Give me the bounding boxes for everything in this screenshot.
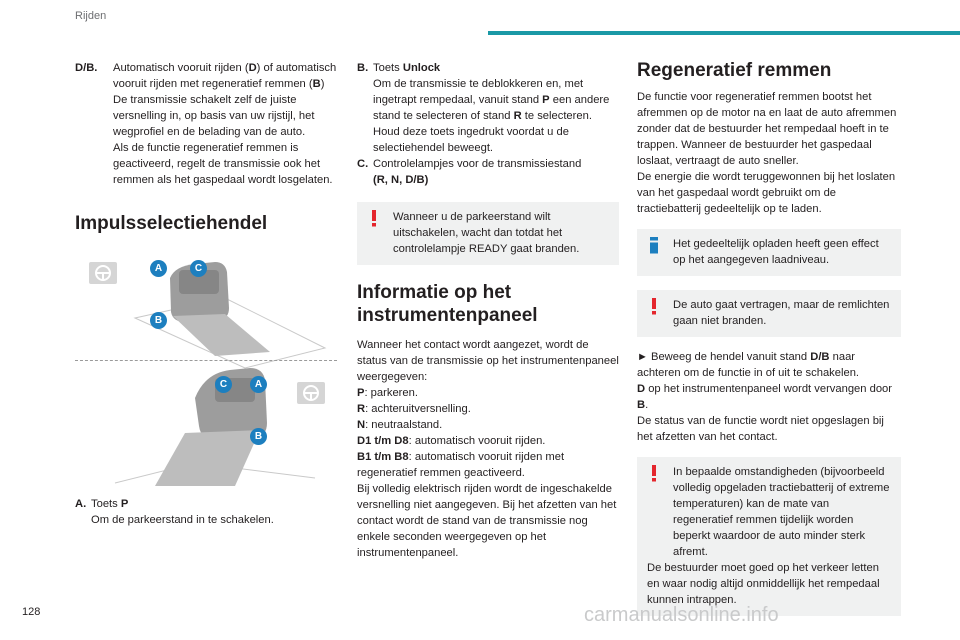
- warning-exclamation-icon: [647, 297, 661, 315]
- regen-action: ► Beweeg de hendel vanuit stand D/B naar achteren om de functie in of uit te schakelen.: [637, 351, 860, 379]
- column-3: [637, 60, 901, 626]
- callout-b-top: B: [150, 312, 167, 329]
- heading-impulsselectiehendel: Impulsselectiehendel: [75, 213, 268, 234]
- page-number: 128: [22, 606, 41, 618]
- item-c-keys: (R, N, D/B): [373, 174, 429, 186]
- item-b-desc2: Houd deze toets ingedrukt voordat u de selectiehendel beweegt.: [373, 126, 569, 154]
- state-d: D1 t/m D8: automatisch vooruit rijden.: [357, 435, 546, 447]
- info-icon: [647, 236, 661, 254]
- info-charge-text: Het gedeeltelijk opladen heeft geen effect op het aangegeven laadniveau.: [673, 238, 879, 266]
- item-db-line-1: Automatisch vooruit rijden (D) of automatisch vooruit rijden met regeneratief remmen (B): [113, 62, 337, 90]
- item-a-key: P: [120, 498, 129, 510]
- state-r: R: achteruitversnelling.: [357, 403, 471, 415]
- column-2: [357, 60, 619, 561]
- callout-a-top: A: [150, 260, 167, 277]
- item-b-label: B.: [357, 62, 369, 74]
- warning-exclamation-icon: [367, 209, 381, 227]
- item-c-label: C.: [357, 158, 369, 170]
- item-db-line-2: De transmissie schakelt zelf de juiste versnelling in, op basis van uw rijstijl, het wegprofiel en de belading van de auto.: [113, 94, 315, 138]
- item-db-line-3: Als de functie regeneratief remmen is geactiveerd, regelt de transmissie ook het remmen als het gaspedaal wordt losgelaten.: [113, 142, 333, 186]
- callout-b-bottom: B: [250, 428, 267, 445]
- regen-p1: De functie voor regeneratief remmen bootst het afremmen op de motor na en laat de auto afremmen zonder dat de bestuurder het rempedaal hoeft in te trappen. Wanneer de bestuurder het gaspedaal loslaat, vertraagt de auto sneller.: [637, 91, 897, 167]
- regen-p2: De energie die wordt teruggewonnen bij het loslaten van het gaspedaal wordt gebruikt om de tractiebatterij gedeeltelijk op te laden.: [637, 171, 896, 215]
- warning-brakelights-text: De auto gaat vertragen, maar de remlichten gaan niet branden.: [673, 299, 890, 327]
- info-intro: Wanneer het contact wordt aangezet, wordt de status van de transmissie op het instrumentenpaneel weergegeven:: [357, 339, 619, 383]
- item-b-key: Unlock: [402, 62, 441, 74]
- warning-note-ready: [357, 202, 619, 265]
- regen-p3: D op het instrumentenpaneel wordt vervangen door B.: [637, 383, 892, 411]
- heading-informatie-instrumentenpaneel: Informatie op het instrumentenpaneel: [357, 282, 538, 326]
- info-note-charge: [637, 229, 901, 276]
- watermark: carmanualsonline.info: [584, 604, 779, 626]
- item-db-label: D/B.: [75, 62, 98, 74]
- callout-a-bottom: A: [250, 376, 267, 393]
- illustration-divider: [75, 360, 337, 361]
- item-c-desc: Controlelampjes voor de transmissiestand: [373, 158, 582, 170]
- warning-limited-text: In bepaalde omstandigheden (bijvoorbeeld volledig opgeladen tractiebatterij of extreme temperaturen) kan de mate van regeneratief remmen tijdelijk worden beperkt waardoor de auto minder sterk afremt.: [673, 466, 890, 558]
- warning-ready-text: Wanneer u de parkeerstand wilt uitschakelen, wacht dan totdat het controlelampje READY gaat branden.: [393, 211, 580, 255]
- warning-limited-text-2: De bestuurder moet goed op het verkeer letten en waar nodig altijd onmiddellijk het rempedaal kunnen intrappen.: [647, 562, 880, 606]
- item-a: [75, 496, 337, 528]
- section-header: Rijden: [75, 10, 107, 22]
- callout-c-bottom: C: [215, 376, 232, 393]
- state-n: N: neutraalstand.: [357, 419, 443, 431]
- item-c: [357, 156, 619, 188]
- steering-wheel-icon-2: [297, 382, 325, 404]
- warning-note-limited: [637, 457, 901, 616]
- item-b: [357, 60, 619, 156]
- bullet-arrow-icon: ►: [637, 351, 648, 363]
- item-a-label: A.: [75, 498, 87, 510]
- item-b-desc: Om de transmissie te deblokkeren en, met ingetrapt rempedaal, vanuit stand P een andere stand te selecteren of stand R te selecteren.: [373, 78, 610, 122]
- item-a-desc: Om de parkeerstand in te schakelen.: [91, 514, 274, 526]
- regen-p4: De status van de functie wordt niet opgeslagen bij het afzetten van het contact.: [637, 415, 884, 443]
- warning-exclamation-icon: [647, 464, 661, 482]
- item-b-title-prefix: Toets: [373, 62, 403, 74]
- item-a-title-prefix: Toets: [91, 498, 121, 510]
- lever-drawing-top: [75, 248, 337, 488]
- state-p: P: parkeren.: [357, 387, 418, 399]
- heading-regeneratief-remmen: Regeneratief remmen: [637, 60, 832, 81]
- column-1: [75, 60, 337, 528]
- callout-c-top: C: [190, 260, 207, 277]
- header-accent-bar: [488, 31, 960, 35]
- info-outro: Bij volledig elektrisch rijden wordt de ingeschakelde versnelling niet aangegeven. Bij het afzetten van het contact wordt de stand van de transmissie nog enkele seconden weergegeven op het instrumentenpaneel.: [357, 483, 617, 559]
- selector-lever-illustration: [75, 248, 337, 488]
- item-db: [75, 60, 337, 188]
- warning-note-brakelights: [637, 290, 901, 337]
- state-b: B1 t/m B8: automatisch vooruit rijden met regeneratief remmen geactiveerd.: [357, 451, 565, 479]
